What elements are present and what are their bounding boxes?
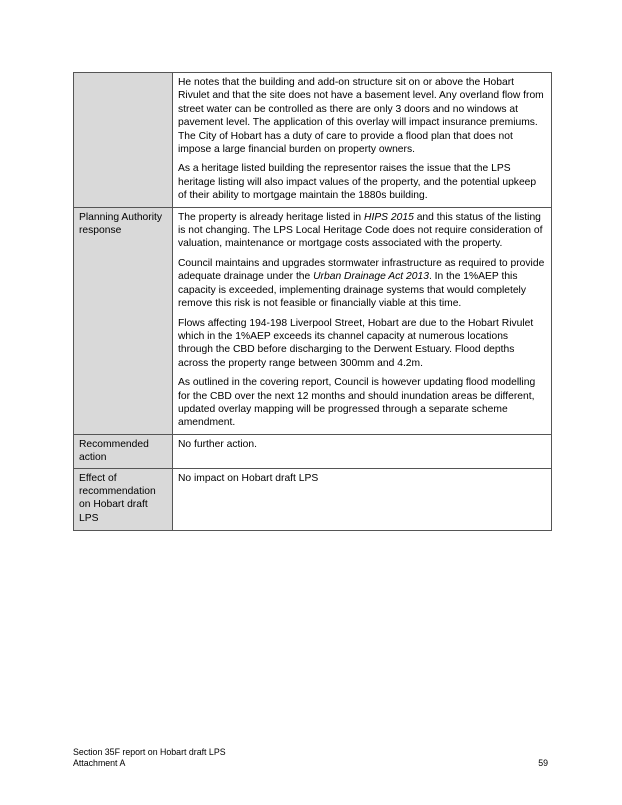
paragraph: Flows affecting 194-198 Liverpool Street, Hobart are due to the Hobart Rivulet which in the 1%AEP exceeds its channel capacity at numerous locations through the CBD before discharging to the Derwent Estuary. Flood depths across the property range between 300mm and 4.2m. — [178, 317, 534, 369]
recommended-action-cell — [173, 434, 552, 468]
effect-of-recommendation-cell — [173, 468, 552, 530]
italic-title: Urban Drainage Act 2013 — [313, 271, 429, 283]
representation-table — [73, 72, 552, 531]
page-number: 59 — [538, 758, 548, 768]
footer-report-title: Section 35F report on Hobart draft LPS — [73, 747, 226, 757]
row-label-recommended-action: Recommended action — [74, 434, 173, 468]
planning-authority-response-cell — [173, 207, 552, 434]
page-footer — [73, 747, 552, 769]
paragraph: No further action. — [178, 438, 257, 450]
representation-summary-cell — [173, 73, 552, 208]
table-row — [74, 434, 552, 468]
row-label-empty — [74, 73, 173, 208]
paragraph: As a heritage listed building the representor raises the issue that the LPS heritage listing will also impact values of the property, and the potential upkeep of their ability to mortgage maintain the 1880s building. — [178, 163, 537, 202]
footer-attachment: Attachment A — [73, 758, 126, 768]
row-label-effect-of-recommendation: Effect of recommendation on Hobart draft LPS — [74, 468, 173, 530]
paragraph: The property is already heritage listed in HIPS 2015 and this status of the listing is not changing. The LPS Local Heritage Code does not require consideration of valuation, maintenance or mortgage costs associated with the property. — [178, 211, 543, 250]
paragraph: Council maintains and upgrades stormwater infrastructure as required to provide adequate drainage under the Urban Drainage Act 2013. In the 1%AEP this capacity is exceeded, implementing drainage systems that would completely remove this risk is not feasible or financially viable at this time. — [178, 257, 545, 310]
table-row — [74, 73, 552, 208]
table-row — [74, 468, 552, 530]
paragraph: He notes that the building and add-on structure sit on or above the Hobart Rivulet and that the site does not have a basement level. Any overland flow from street water can be controlled as there are only 3 doors and no windows at pavement level. The application of this overlay will impact insurance premiums. The City of Hobart has a duty of care to provide a flood plan that does not impose a large financial burden on property owners. — [178, 77, 544, 156]
paragraph: As outlined in the covering report, Council is however updating flood modelling for the CBD over the next 12 months and should inundation areas be different, updated overlay mapping will be progressed through a separate scheme amendment. — [178, 377, 536, 429]
paragraph: No impact on Hobart draft LPS — [178, 472, 319, 484]
italic-title: HIPS 2015 — [364, 211, 414, 223]
row-label-planning-authority-response: Planning Authority response — [74, 207, 173, 434]
table-row — [74, 207, 552, 434]
